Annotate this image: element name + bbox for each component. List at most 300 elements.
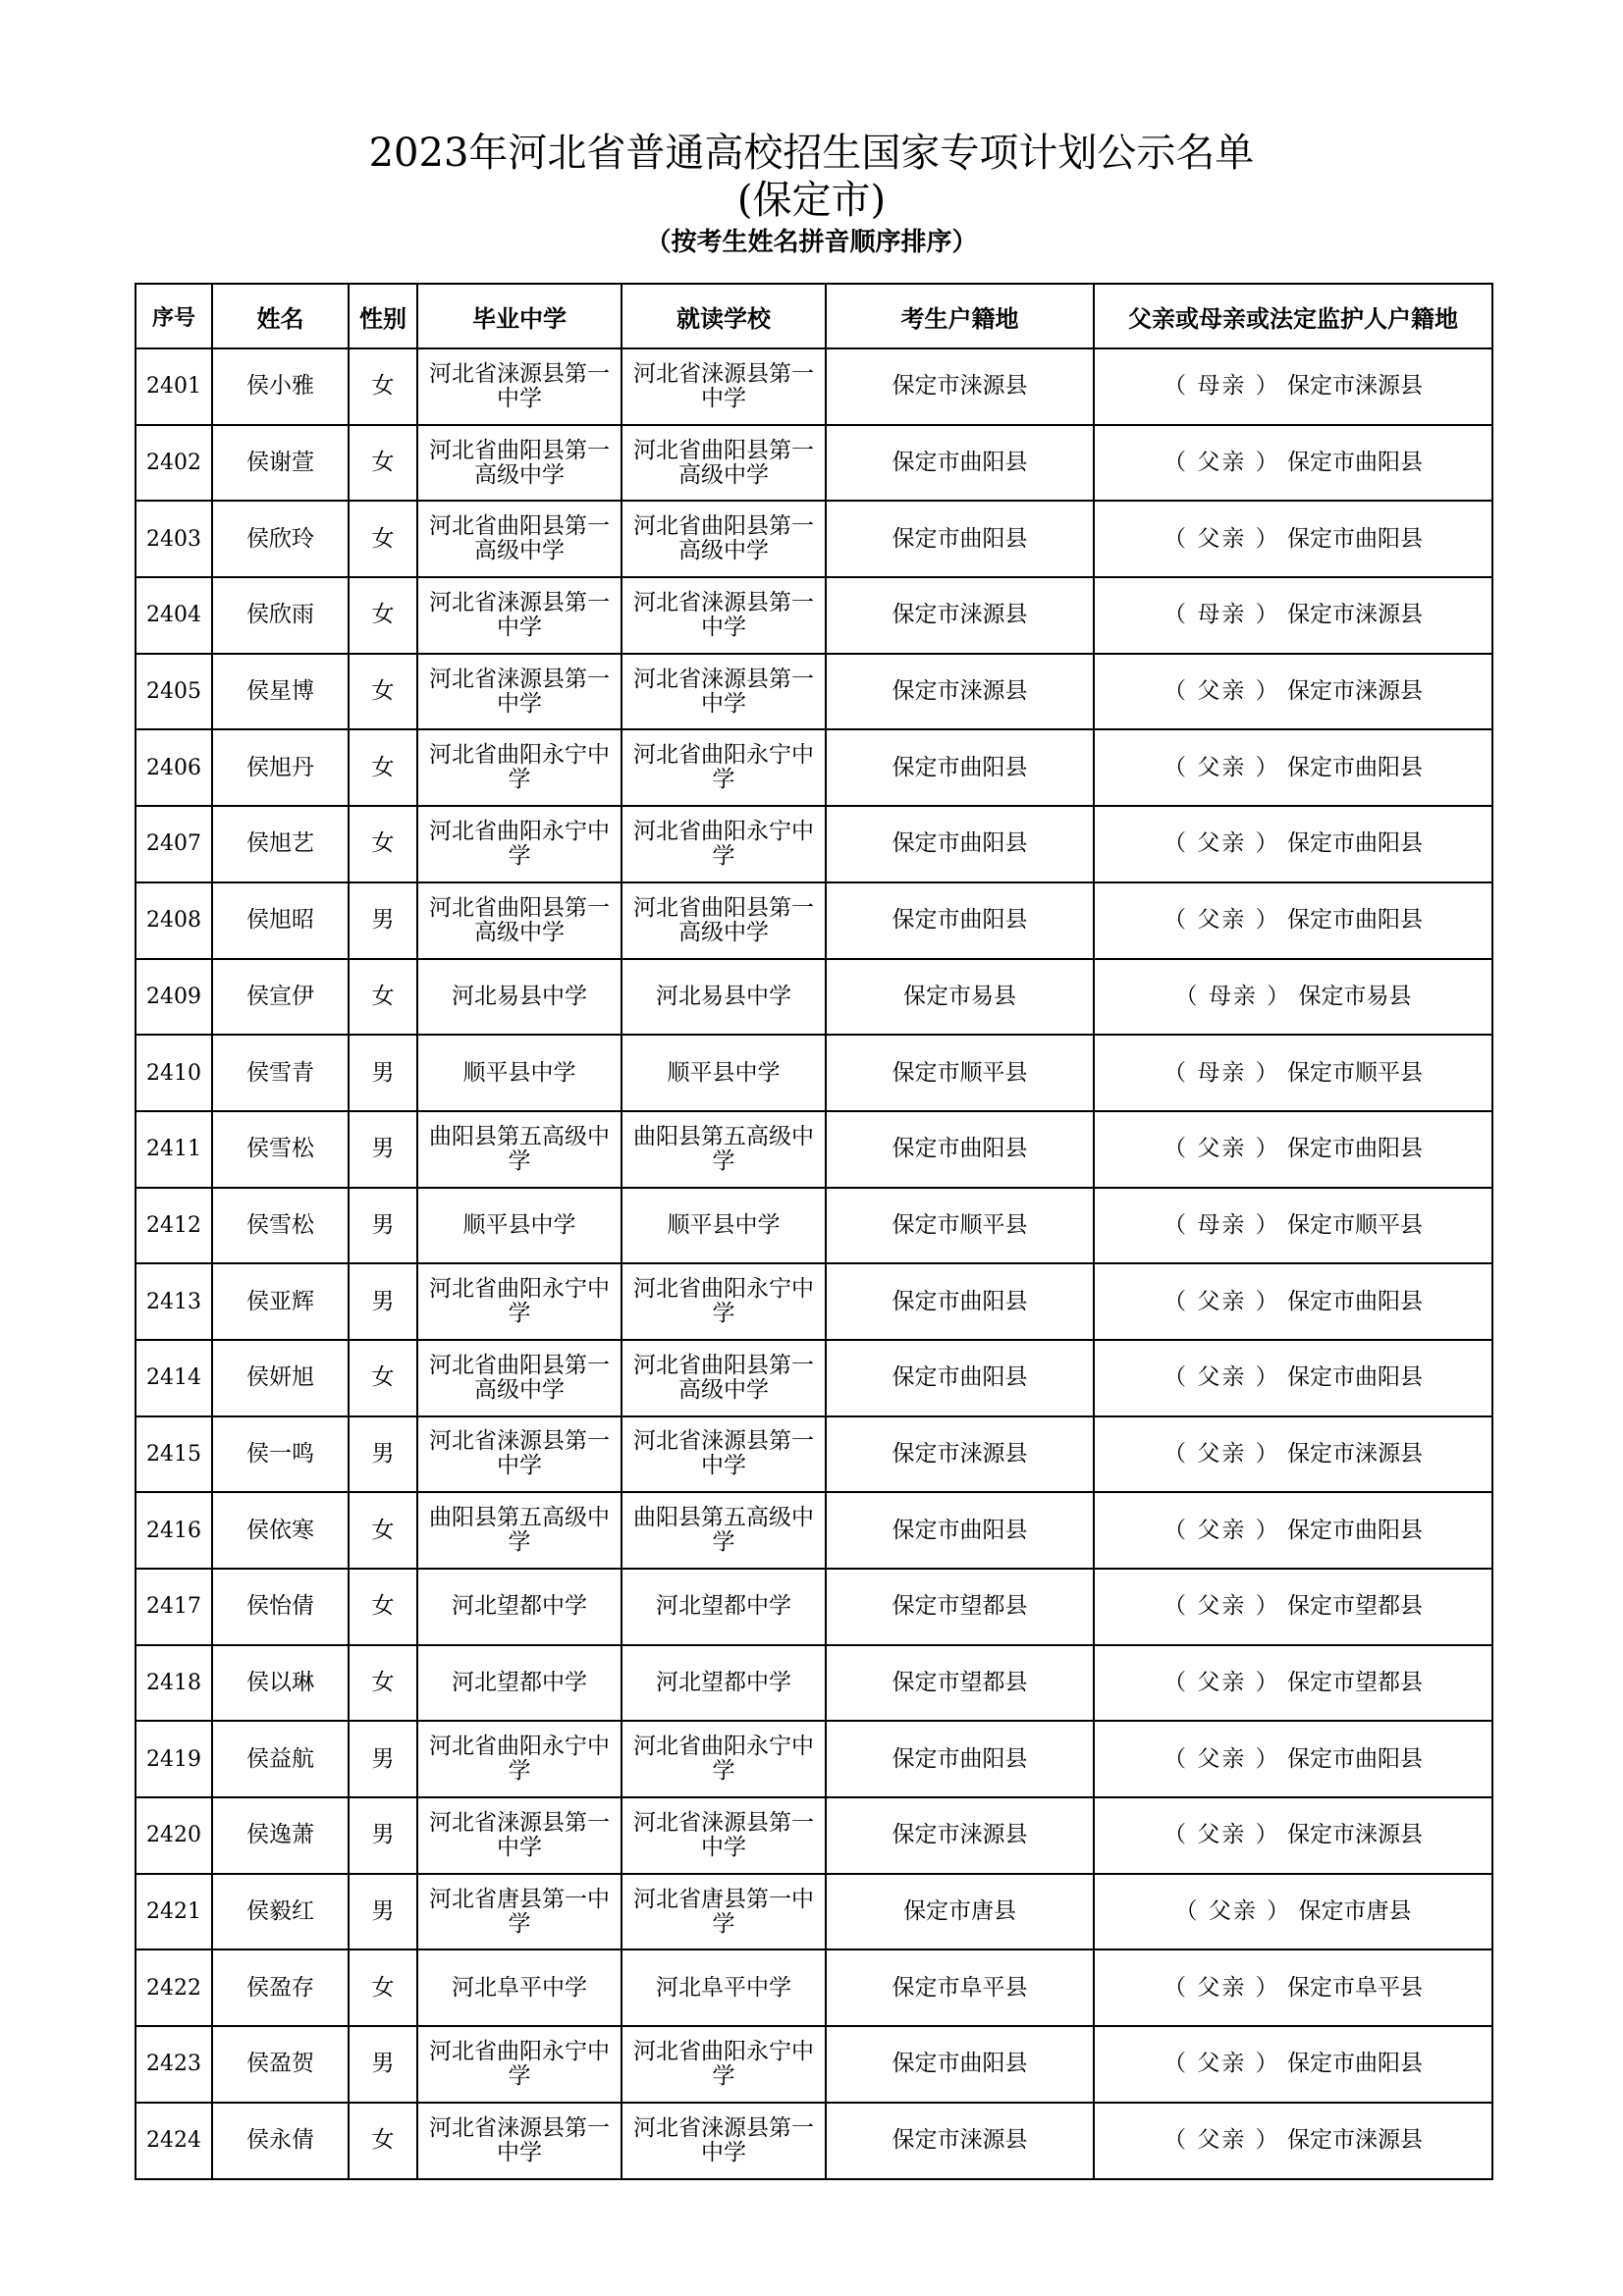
cell-seq: 2420: [135, 1797, 212, 1874]
cell-guardian: [1094, 654, 1492, 730]
table-row: [135, 1035, 1492, 1111]
cell-grad-school: [417, 1797, 622, 1874]
cell-guardian: [1094, 1188, 1492, 1264]
cell-name: 侯一鸣: [212, 1416, 349, 1493]
cell-current-school-text: 河北省曲阳永宁中学: [633, 818, 814, 869]
cell-grad-school-text: 河北省涞源县第一中学: [429, 2114, 610, 2165]
cell-seq: 2422: [135, 1949, 212, 2026]
cell-grad-school-text: 河北省涞源县第一中学: [429, 360, 610, 411]
table-row: [135, 1949, 1492, 2026]
cell-grad-school: [417, 1416, 622, 1493]
cell-guardian: [1094, 348, 1492, 425]
cell-home: 保定市涞源县: [826, 1416, 1094, 1493]
cell-current-school-text: 河北省唐县第一中学: [633, 1886, 814, 1937]
cell-name: 侯欣玲: [212, 501, 349, 577]
table-row: [135, 1492, 1492, 1569]
cell-current-school: [622, 1949, 826, 2026]
guardian-relation: （ 父亲 ）: [1163, 754, 1280, 780]
guardian-relation: （ 父亲 ）: [1163, 1745, 1280, 1772]
cell-name: 侯小雅: [212, 348, 349, 425]
cell-name: 侯益航: [212, 1721, 349, 1797]
guardian-relation: （ 母亲 ）: [1174, 983, 1292, 1009]
cell-current-school: [622, 1492, 826, 1569]
page-title: 2023年河北省普通高校招生国家专项计划公示名单: [368, 131, 1255, 176]
cell-home: 保定市曲阳县: [826, 1340, 1094, 1416]
cell-home: 保定市阜平县: [826, 1949, 1094, 2026]
cell-guardian: [1094, 501, 1492, 577]
cell-name: 侯妍旭: [212, 1340, 349, 1416]
table-row: [135, 577, 1492, 654]
cell-sex: 女: [349, 654, 417, 730]
cell-current-school: [622, 1263, 826, 1340]
cell-grad-school-text: 河北省曲阳永宁中学: [429, 1276, 610, 1327]
cell-grad-school: [417, 1111, 622, 1188]
guardian-relation: （ 父亲 ）: [1163, 830, 1280, 857]
cell-home: 保定市曲阳县: [826, 1721, 1094, 1797]
guardian-relation: （ 母亲 ）: [1163, 1211, 1280, 1238]
guardian-relation: （ 父亲 ）: [1163, 1364, 1280, 1391]
cell-grad-school: [417, 1035, 622, 1111]
cell-grad-school-text: 河北望都中学: [452, 1593, 587, 1620]
cell-current-school-text: 河北省涞源县第一中学: [633, 666, 814, 717]
cell-grad-school-text: 河北易县中学: [452, 983, 587, 1009]
cell-name: 侯逸萧: [212, 1797, 349, 1874]
cell-guardian: [1094, 1569, 1492, 1645]
cell-seq: 2415: [135, 1416, 212, 1493]
cell-seq: 2405: [135, 654, 212, 730]
table-row: [135, 729, 1492, 806]
cell-current-school-text: 河北省涞源县第一中学: [633, 1809, 814, 1860]
guardian-home: 保定市顺平县: [1286, 1211, 1423, 1238]
cell-grad-school: [417, 2026, 622, 2103]
roster-table: [135, 283, 1493, 2180]
cell-guardian: [1094, 1492, 1492, 1569]
table-row: [135, 1721, 1492, 1797]
cell-sex: 女: [349, 806, 417, 882]
table-row: [135, 1188, 1492, 1264]
cell-current-school-text: 顺平县中学: [667, 1211, 781, 1238]
guardian-home: 保定市涞源县: [1286, 602, 1423, 628]
guardian-relation: （ 母亲 ）: [1163, 373, 1280, 400]
cell-name: 侯旭昭: [212, 882, 349, 959]
cell-grad-school: [417, 1263, 622, 1340]
cell-seq: 2412: [135, 1188, 212, 1264]
cell-grad-school-text: 河北阜平中学: [452, 1974, 587, 2001]
cell-name: 侯以琳: [212, 1645, 349, 1722]
cell-guardian: [1094, 1111, 1492, 1188]
cell-sex: 男: [349, 2026, 417, 2103]
guardian-home: 保定市曲阳县: [1286, 830, 1423, 857]
cell-sex: 男: [349, 1797, 417, 1874]
cell-seq: 2402: [135, 425, 212, 502]
guardian-relation: （ 父亲 ）: [1163, 1440, 1280, 1467]
guardian-relation: （ 父亲 ）: [1163, 1517, 1280, 1543]
cell-seq: 2403: [135, 501, 212, 577]
cell-grad-school: [417, 1340, 622, 1416]
cell-grad-school-text: 河北省曲阳县第一高级中学: [429, 513, 610, 564]
guardian-home: 保定市曲阳县: [1286, 1288, 1423, 1314]
cell-sex: 女: [349, 1569, 417, 1645]
cell-home: 保定市涞源县: [826, 654, 1094, 730]
table-row: [135, 959, 1492, 1036]
cell-sex: 男: [349, 1874, 417, 1950]
guardian-relation: （ 父亲 ）: [1163, 525, 1280, 552]
cell-seq: 2423: [135, 2026, 212, 2103]
table-row: [135, 806, 1492, 882]
header-home: 考生户籍地: [826, 284, 1094, 348]
cell-guardian: [1094, 1035, 1492, 1111]
cell-current-school-text: 河北望都中学: [656, 1593, 791, 1620]
guardian-relation: （ 父亲 ）: [1163, 450, 1280, 476]
guardian-relation: （ 父亲 ）: [1174, 1898, 1292, 1925]
cell-current-school: [622, 1797, 826, 1874]
cell-seq: 2414: [135, 1340, 212, 1416]
cell-grad-school: [417, 1874, 622, 1950]
cell-home: 保定市曲阳县: [826, 1263, 1094, 1340]
cell-guardian: [1094, 1721, 1492, 1797]
cell-grad-school-text: 河北省曲阳永宁中学: [429, 2038, 610, 2089]
cell-home: 保定市涞源县: [826, 2103, 1094, 2179]
guardian-home: 保定市曲阳县: [1286, 1745, 1423, 1772]
table-row: [135, 1111, 1492, 1188]
table-row: [135, 501, 1492, 577]
cell-grad-school: [417, 806, 622, 882]
cell-grad-school-text: 河北省涞源县第一中学: [429, 1809, 610, 1860]
cell-name: 侯盈存: [212, 1949, 349, 2026]
header-name: 姓名: [212, 284, 349, 348]
guardian-relation: （ 父亲 ）: [1163, 1288, 1280, 1314]
guardian-home: 保定市望都县: [1286, 1593, 1423, 1620]
cell-home: 保定市曲阳县: [826, 1111, 1094, 1188]
cell-current-school: [622, 1340, 826, 1416]
guardian-home: 保定市曲阳县: [1286, 754, 1423, 780]
cell-current-school: [622, 1416, 826, 1493]
cell-home: 保定市顺平县: [826, 1035, 1094, 1111]
cell-guardian: [1094, 1797, 1492, 1874]
cell-name: 侯永倩: [212, 2103, 349, 2179]
cell-sex: 男: [349, 1111, 417, 1188]
cell-grad-school-text: 河北省曲阳县第一高级中学: [429, 437, 610, 488]
cell-home: 保定市唐县: [826, 1874, 1094, 1950]
guardian-relation: （ 父亲 ）: [1163, 1670, 1280, 1696]
cell-seq: 2417: [135, 1569, 212, 1645]
header-sex: 性别: [349, 284, 417, 348]
cell-seq: 2411: [135, 1111, 212, 1188]
cell-current-school: [622, 729, 826, 806]
cell-seq: 2404: [135, 577, 212, 654]
cell-grad-school-text: 河北省涞源县第一中学: [429, 666, 610, 717]
header-guardian-home: 父亲或母亲或法定监护人户籍地: [1094, 284, 1492, 348]
cell-home: 保定市顺平县: [826, 1188, 1094, 1264]
cell-current-school-text: 河北省曲阳县第一高级中学: [633, 1352, 814, 1403]
guardian-relation: （ 父亲 ）: [1163, 2127, 1280, 2154]
cell-current-school: [622, 882, 826, 959]
cell-current-school-text: 河北省曲阳永宁中学: [633, 2038, 814, 2089]
cell-grad-school: [417, 1188, 622, 1264]
cell-sex: 女: [349, 959, 417, 1036]
table-row: [135, 1874, 1492, 1950]
cell-seq: 2416: [135, 1492, 212, 1569]
cell-seq: 2421: [135, 1874, 212, 1950]
cell-guardian: [1094, 1874, 1492, 1950]
table-row: [135, 2026, 1492, 2103]
guardian-home: 保定市涞源县: [1286, 373, 1423, 400]
table-row: [135, 1797, 1492, 1874]
cell-seq: 2413: [135, 1263, 212, 1340]
cell-name: 侯盈贺: [212, 2026, 349, 2103]
cell-current-school-text: 曲阳县第五高级中学: [633, 1123, 814, 1174]
cell-grad-school-text: 河北省涞源县第一中学: [429, 1428, 610, 1479]
cell-guardian: [1094, 1645, 1492, 1722]
cell-grad-school: [417, 348, 622, 425]
cell-sex: 女: [349, 348, 417, 425]
table-row: [135, 1340, 1492, 1416]
cell-sex: 女: [349, 425, 417, 502]
cell-seq: 2418: [135, 1645, 212, 1722]
cell-current-school: [622, 577, 826, 654]
header-grad-school: 毕业中学: [417, 284, 622, 348]
cell-sex: 女: [349, 729, 417, 806]
cell-guardian: [1094, 425, 1492, 502]
cell-name: 侯旭艺: [212, 806, 349, 882]
cell-sex: 男: [349, 1263, 417, 1340]
cell-current-school: [622, 806, 826, 882]
cell-grad-school: [417, 501, 622, 577]
cell-seq: 2401: [135, 348, 212, 425]
cell-guardian: [1094, 1416, 1492, 1493]
cell-home: 保定市曲阳县: [826, 806, 1094, 882]
cell-current-school: [622, 2103, 826, 2179]
cell-grad-school: [417, 1721, 622, 1797]
cell-seq: 2424: [135, 2103, 212, 2179]
cell-grad-school: [417, 1645, 622, 1722]
cell-grad-school: [417, 882, 622, 959]
cell-grad-school-text: 河北省曲阳县第一高级中学: [429, 1352, 610, 1403]
cell-grad-school: [417, 654, 622, 730]
cell-current-school-text: 河北省曲阳县第一高级中学: [633, 894, 814, 945]
cell-current-school-text: 河北省曲阳县第一高级中学: [633, 513, 814, 564]
guardian-home: 保定市曲阳县: [1286, 1136, 1423, 1162]
cell-current-school-text: 河北省曲阳县第一高级中学: [633, 437, 814, 488]
guardian-home: 保定市曲阳县: [1286, 1517, 1423, 1543]
cell-name: 侯毅红: [212, 1874, 349, 1950]
cell-name: 侯星博: [212, 654, 349, 730]
cell-current-school: [622, 348, 826, 425]
cell-grad-school-text: 河北省曲阳县第一高级中学: [429, 894, 610, 945]
table-row: [135, 654, 1492, 730]
cell-name: 侯欣雨: [212, 577, 349, 654]
table-row: [135, 1263, 1492, 1340]
cell-seq: 2419: [135, 1721, 212, 1797]
cell-current-school-text: 河北省涞源县第一中学: [633, 1428, 814, 1479]
cell-home: 保定市曲阳县: [826, 1492, 1094, 1569]
cell-guardian: [1094, 1340, 1492, 1416]
cell-name: 侯怡倩: [212, 1569, 349, 1645]
cell-sex: 男: [349, 882, 417, 959]
cell-current-school-text: 河北望都中学: [656, 1670, 791, 1696]
cell-home: 保定市望都县: [826, 1645, 1094, 1722]
cell-grad-school-text: 河北省涞源县第一中学: [429, 589, 610, 640]
cell-current-school: [622, 1188, 826, 1264]
cell-home: 保定市曲阳县: [826, 501, 1094, 577]
cell-current-school: [622, 1874, 826, 1950]
cell-guardian: [1094, 882, 1492, 959]
cell-current-school-text: 河北省涞源县第一中学: [633, 589, 814, 640]
guardian-home: 保定市涞源县: [1286, 678, 1423, 705]
cell-name: 侯雪松: [212, 1188, 349, 1264]
cell-current-school-text: 曲阳县第五高级中学: [633, 1505, 814, 1556]
guardian-home: 保定市曲阳县: [1286, 1364, 1423, 1391]
table-row: [135, 1416, 1492, 1493]
guardian-home: 保定市曲阳县: [1286, 907, 1423, 934]
cell-sex: 男: [349, 1035, 417, 1111]
cell-sex: 男: [349, 1416, 417, 1493]
cell-guardian: [1094, 806, 1492, 882]
guardian-relation: （ 母亲 ）: [1163, 602, 1280, 628]
cell-grad-school: [417, 577, 622, 654]
cell-sex: 女: [349, 2103, 417, 2179]
cell-current-school-text: 河北省曲阳永宁中学: [633, 1276, 814, 1327]
cell-current-school-text: 河北省曲阳永宁中学: [633, 1734, 814, 1785]
cell-grad-school-text: 河北望都中学: [452, 1670, 587, 1696]
cell-grad-school: [417, 959, 622, 1036]
guardian-home: 保定市曲阳县: [1286, 450, 1423, 476]
cell-home: 保定市曲阳县: [826, 425, 1094, 502]
guardian-home: 保定市顺平县: [1286, 1059, 1423, 1086]
cell-sex: 女: [349, 1492, 417, 1569]
guardian-relation: （ 父亲 ）: [1163, 2051, 1280, 2077]
cell-current-school: [622, 959, 826, 1036]
guardian-home: 保定市望都县: [1286, 1670, 1423, 1696]
cell-guardian: [1094, 729, 1492, 806]
cell-sex: 女: [349, 1340, 417, 1416]
cell-home: 保定市涞源县: [826, 1797, 1094, 1874]
guardian-relation: （ 父亲 ）: [1163, 1822, 1280, 1848]
cell-grad-school: [417, 1949, 622, 2026]
guardian-home: 保定市涞源县: [1286, 1440, 1423, 1467]
table-row: [135, 1645, 1492, 1722]
guardian-home: 保定市涞源县: [1286, 2127, 1423, 2154]
cell-current-school: [622, 501, 826, 577]
cell-sex: 女: [349, 1949, 417, 2026]
cell-sex: 女: [349, 1645, 417, 1722]
cell-grad-school-text: 顺平县中学: [462, 1211, 576, 1238]
cell-seq: 2409: [135, 959, 212, 1036]
cell-grad-school-text: 河北省曲阳永宁中学: [429, 1734, 610, 1785]
cell-grad-school-text: 河北省曲阳永宁中学: [429, 742, 610, 793]
guardian-home: 保定市阜平县: [1286, 1974, 1423, 2001]
cell-name: 侯依寒: [212, 1492, 349, 1569]
guardian-home: 保定市涞源县: [1286, 1822, 1423, 1848]
cell-seq: 2410: [135, 1035, 212, 1111]
guardian-relation: （ 父亲 ）: [1163, 1974, 1280, 2001]
cell-home: 保定市曲阳县: [826, 2026, 1094, 2103]
cell-home: 保定市曲阳县: [826, 882, 1094, 959]
cell-grad-school-text: 顺平县中学: [462, 1059, 576, 1086]
cell-current-school-text: 顺平县中学: [667, 1059, 781, 1086]
cell-name: 侯谢萱: [212, 425, 349, 502]
cell-sex: 女: [349, 501, 417, 577]
table-row: [135, 348, 1492, 425]
cell-current-school: [622, 1721, 826, 1797]
cell-current-school: [622, 2026, 826, 2103]
cell-home: 保定市易县: [826, 959, 1094, 1036]
cell-home: 保定市涞源县: [826, 577, 1094, 654]
cell-seq: 2407: [135, 806, 212, 882]
guardian-relation: （ 父亲 ）: [1163, 907, 1280, 934]
sort-note: （按考生姓名拼音顺序排序）: [645, 228, 978, 257]
table-row: [135, 1569, 1492, 1645]
cell-current-school: [622, 1111, 826, 1188]
guardian-relation: （ 父亲 ）: [1163, 1136, 1280, 1162]
cell-sex: 男: [349, 1188, 417, 1264]
cell-grad-school-text: 曲阳县第五高级中学: [429, 1505, 610, 1556]
cell-current-school: [622, 654, 826, 730]
table-row: [135, 882, 1492, 959]
table-row: [135, 2103, 1492, 2179]
guardian-relation: （ 父亲 ）: [1163, 678, 1280, 705]
cell-name: 侯雪松: [212, 1111, 349, 1188]
cell-current-school-text: 河北省涞源县第一中学: [633, 360, 814, 411]
guardian-relation: （ 母亲 ）: [1163, 1059, 1280, 1086]
cell-grad-school-text: 河北省曲阳永宁中学: [429, 818, 610, 869]
cell-grad-school: [417, 729, 622, 806]
cell-name: 侯雪青: [212, 1035, 349, 1111]
cell-home: 保定市望都县: [826, 1569, 1094, 1645]
cell-seq: 2408: [135, 882, 212, 959]
cell-home: 保定市涞源县: [826, 348, 1094, 425]
cell-current-school-text: 河北省涞源县第一中学: [633, 2114, 814, 2165]
table-header-row: [135, 284, 1492, 348]
cell-seq: 2406: [135, 729, 212, 806]
cell-current-school-text: 河北阜平中学: [656, 1974, 791, 2001]
page-subtitle: (保定市): [736, 178, 887, 223]
guardian-home: 保定市易县: [1298, 983, 1412, 1009]
cell-grad-school-text: 曲阳县第五高级中学: [429, 1123, 610, 1174]
guardian-home: 保定市曲阳县: [1286, 525, 1423, 552]
cell-grad-school: [417, 2103, 622, 2179]
cell-current-school-text: 河北省曲阳永宁中学: [633, 742, 814, 793]
cell-name: 侯宣伊: [212, 959, 349, 1036]
guardian-home: 保定市唐县: [1298, 1898, 1412, 1925]
header-current-school: 就读学校: [622, 284, 826, 348]
header-seq: 序号: [135, 284, 212, 348]
cell-sex: 女: [349, 577, 417, 654]
cell-current-school-text: 河北易县中学: [656, 983, 791, 1009]
cell-name: 侯旭丹: [212, 729, 349, 806]
cell-guardian: [1094, 1263, 1492, 1340]
cell-grad-school: [417, 425, 622, 502]
cell-grad-school: [417, 1492, 622, 1569]
table-row: [135, 425, 1492, 502]
cell-current-school: [622, 1569, 826, 1645]
cell-home: 保定市曲阳县: [826, 729, 1094, 806]
cell-guardian: [1094, 577, 1492, 654]
guardian-relation: （ 父亲 ）: [1163, 1593, 1280, 1620]
cell-grad-school-text: 河北省唐县第一中学: [429, 1886, 610, 1937]
cell-guardian: [1094, 2103, 1492, 2179]
table-body: [135, 348, 1492, 2179]
guardian-home: 保定市曲阳县: [1286, 2051, 1423, 2077]
cell-guardian: [1094, 2026, 1492, 2103]
cell-name: 侯亚辉: [212, 1263, 349, 1340]
cell-sex: 男: [349, 1721, 417, 1797]
cell-current-school: [622, 425, 826, 502]
cell-grad-school: [417, 1569, 622, 1645]
cell-guardian: [1094, 1949, 1492, 2026]
cell-current-school: [622, 1645, 826, 1722]
cell-current-school: [622, 1035, 826, 1111]
